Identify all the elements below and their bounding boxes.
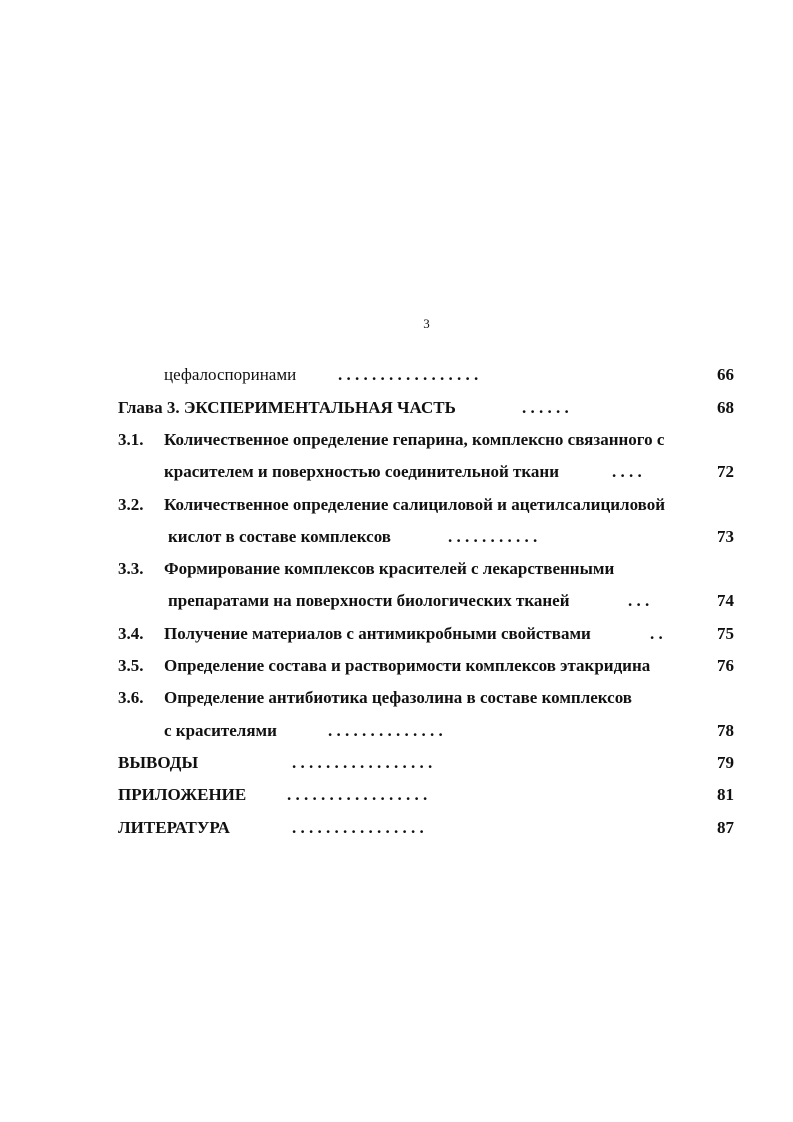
toc-entry-text: Формирование комплексов красителей с лекарственными [164, 559, 615, 578]
toc-section-number: 3.4. [118, 624, 144, 643]
toc-entry [0, 654, 793, 678]
toc-section-number: 3.6. [118, 688, 144, 707]
toc-entry [0, 493, 793, 517]
toc-leader-dots: . . . . . . . . . . . . . . . . . [338, 365, 479, 384]
toc-entry-continuation [0, 719, 793, 743]
toc-entry-text: ЛИТЕРАТУРА [118, 818, 230, 837]
toc-page-number: 75 [717, 624, 734, 643]
toc-entry [0, 622, 793, 646]
toc-leader-dots: . . . . . . . . . . . . . . . . [292, 818, 424, 837]
toc-section-number: 3.3. [118, 559, 144, 578]
toc-section-number: 3.1. [118, 430, 144, 449]
toc-entry-text: кислот в составе комплексов [168, 527, 391, 546]
toc-entry-text: Определение состава и растворимости комплексов этакридина [164, 656, 651, 675]
toc-page-number: 81 [717, 785, 734, 804]
toc-leader-dots: . . [650, 624, 663, 643]
toc-entry-text: Получение материалов с антимикробными свойствами [164, 624, 591, 643]
toc-entry [0, 363, 793, 387]
toc-page-number: 72 [717, 462, 734, 481]
toc-entry-text: ВЫВОДЫ [118, 753, 199, 772]
toc-entry-text: Количественное определение гепарина, комплексно связанного с [164, 430, 665, 449]
page-number: 3 [423, 316, 430, 331]
toc-entry-text: с красителями [164, 721, 277, 740]
toc-section-number: 3.5. [118, 656, 144, 675]
toc-entry-chapter [0, 396, 793, 420]
toc-leader-dots: . . . . . . . . . . . . . . . . . [292, 753, 433, 772]
toc-leader-dots: . . . . . . . . . . . . . . [328, 721, 443, 740]
toc-entry-section [0, 751, 793, 775]
toc-page-number: 87 [717, 818, 734, 837]
toc-entry-text: Количественное определение салициловой и ацетилсалициловой [164, 495, 666, 514]
toc-entry-text: препаратами на поверхности биологических тканей [168, 591, 570, 610]
toc-page-number: 68 [717, 398, 734, 417]
toc-entry [0, 686, 793, 710]
toc-page-number: 66 [717, 365, 734, 384]
toc-entry-continuation [0, 589, 793, 613]
toc-entry-text: ПРИЛОЖЕНИЕ [118, 785, 247, 804]
toc-entry-text: Глава 3. ЭКСПЕРИМЕНТАЛЬНАЯ ЧАСТЬ [118, 398, 456, 417]
toc-page-number: 76 [717, 656, 734, 675]
toc-leader-dots: . . . . . . [522, 398, 569, 417]
toc-entry-section [0, 783, 793, 807]
toc-leader-dots: . . . . . . . . . . . . . . . . . [287, 785, 428, 804]
toc-entry-text: красителем и поверхностью соединительной ткани [164, 462, 560, 481]
toc-leader-dots: . . . . . . . . . . . [448, 527, 538, 546]
toc-leader-dots: . . . [628, 591, 650, 610]
toc-entry-continuation [0, 525, 793, 549]
toc-entry [0, 557, 793, 581]
toc-page-number: 73 [717, 527, 734, 546]
toc-entry-continuation [0, 460, 793, 484]
toc-section-number: 3.2. [118, 495, 144, 514]
toc-leader-dots: . . . . [612, 462, 642, 481]
toc-entry-section [0, 816, 793, 840]
toc-page-number: 78 [717, 721, 734, 740]
toc-entry-text: Определение антибиотика цефазолина в составе комплексов [164, 688, 632, 707]
toc-page-number: 79 [717, 753, 734, 772]
toc-page-number: 74 [717, 591, 734, 610]
toc-entry [0, 428, 793, 452]
toc-entry-text: цефалоспоринами [164, 365, 297, 384]
